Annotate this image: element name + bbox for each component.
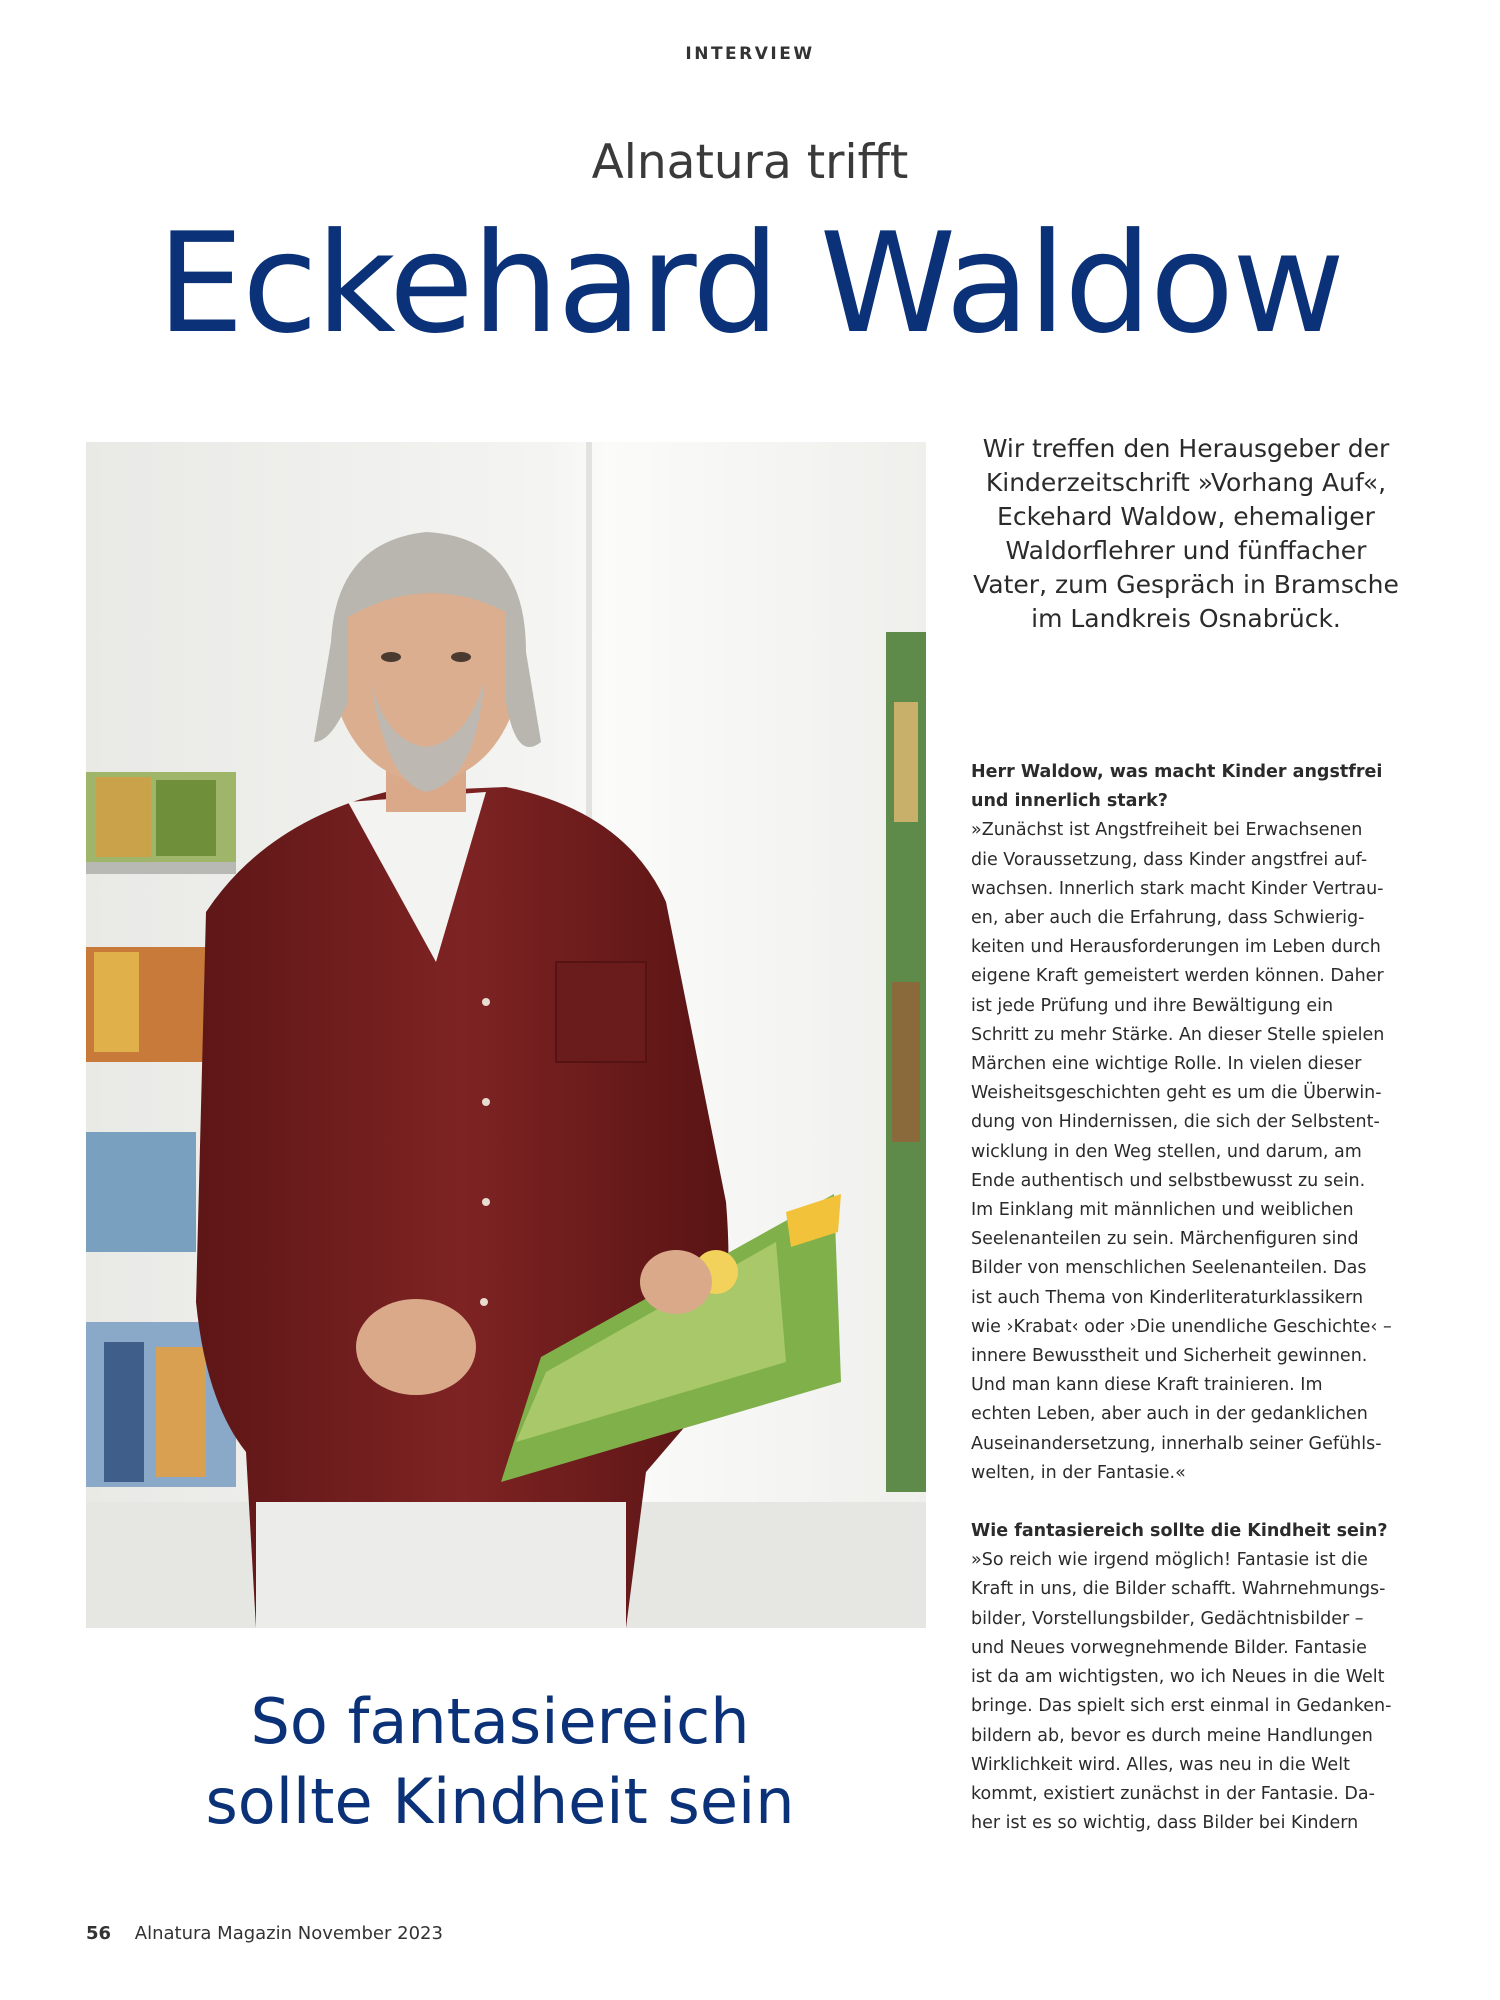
answer-line: Ende authentisch und selbstbewusst zu sein. bbox=[971, 1170, 1366, 1191]
answer-2 bbox=[971, 1546, 1431, 1838]
answer-line: Märchen eine wichtige Rolle. In vielen dieser bbox=[971, 1054, 1362, 1075]
answer-line: dung von Hindernissen, die sich der Selbstent- bbox=[971, 1112, 1380, 1133]
section-label: INTERVIEW bbox=[685, 44, 815, 64]
answer-line: bilder, Vorstellungsbilder, Gedächtnisbilder – bbox=[971, 1608, 1364, 1629]
interview-body bbox=[971, 758, 1431, 1838]
pull-quote bbox=[130, 1682, 870, 1842]
intro-line: Eckehard Waldow, ehemaliger bbox=[997, 502, 1375, 531]
answer-line: Und man kann diese Kraft trainieren. Im bbox=[971, 1375, 1323, 1396]
answer-line: wie ›Krabat‹ oder ›Die unendliche Geschichte‹ – bbox=[971, 1316, 1392, 1337]
answer-line: Kraft in uns, die Bilder schafft. Wahrnehmungs- bbox=[971, 1579, 1386, 1600]
answer-line: wachsen. Innerlich stark macht Kinder Vertrau- bbox=[971, 878, 1384, 899]
answer-line: und Neues vorwegnehmende Bilder. Fantasie bbox=[971, 1637, 1367, 1658]
answer-line: eigene Kraft gemeistert werden können. Daher bbox=[971, 966, 1384, 987]
answer-line: echten Leben, aber auch in der gedanklichen bbox=[971, 1404, 1368, 1425]
pull-quote-line: sollte Kindheit sein bbox=[205, 1765, 795, 1838]
answer-line: innere Bewusstheit und Sicherheit gewinnen. bbox=[971, 1346, 1368, 1367]
answer-line: bildern ab, bevor es durch meine Handlungen bbox=[971, 1725, 1373, 1746]
answer-1 bbox=[971, 816, 1431, 1488]
pull-quote-line: So fantasiereich bbox=[250, 1685, 750, 1758]
answer-line: ist auch Thema von Kinderliteraturklassikern bbox=[971, 1287, 1364, 1308]
paragraph-gap bbox=[971, 1488, 1431, 1517]
question-2 bbox=[971, 1517, 1431, 1546]
answer-line: Weisheitsgeschichten geht es um die Überwin- bbox=[971, 1083, 1382, 1104]
answer-line: welten, in der Fantasie.« bbox=[971, 1462, 1186, 1483]
answer-line: en, aber auch die Erfahrung, dass Schwierig- bbox=[971, 908, 1365, 929]
answer-line: die Voraussetzung, dass Kinder angstfrei auf- bbox=[971, 849, 1368, 870]
page-number: 56 bbox=[86, 1923, 112, 1944]
page-footer bbox=[86, 1923, 443, 1944]
answer-line: kommt, existiert zunächst in der Fantasie. Da- bbox=[971, 1783, 1375, 1804]
publication-name: Alnatura Magazin November 2023 bbox=[134, 1923, 443, 1944]
answer-line: her ist es so wichtig, dass Bilder bei Kindern bbox=[971, 1813, 1359, 1834]
question-line: Wie fantasiereich sollte die Kindheit sein? bbox=[971, 1521, 1388, 1542]
intro-line: im Landkreis Osnabrück. bbox=[1031, 604, 1341, 633]
intro-line: Wir treffen den Herausgeber der bbox=[982, 434, 1390, 463]
answer-line: Wirklichkeit wird. Alles, was neu in die Welt bbox=[971, 1754, 1350, 1775]
headline: Eckehard Waldow bbox=[156, 203, 1344, 364]
intro-text bbox=[948, 432, 1424, 636]
portrait-photo bbox=[86, 442, 926, 1628]
answer-line: Bilder von menschlichen Seelenanteilen. Das bbox=[971, 1258, 1367, 1279]
answer-line: keiten und Herausforderungen im Leben durch bbox=[971, 937, 1381, 958]
answer-line: »So reich wie irgend möglich! Fantasie ist die bbox=[971, 1550, 1368, 1571]
answer-line: Schritt zu mehr Stärke. An dieser Stelle spielen bbox=[971, 1024, 1385, 1045]
answer-line: ist jede Prüfung und ihre Bewältigung ein bbox=[971, 995, 1334, 1016]
answer-line: Im Einklang mit männlichen und weiblichen bbox=[971, 1200, 1354, 1221]
answer-line: bringe. Das spielt sich erst einmal in Gedanken- bbox=[971, 1696, 1392, 1717]
answer-line: Auseinandersetzung, innerhalb seiner Gefühls- bbox=[971, 1433, 1382, 1454]
answer-line: ist da am wichtigsten, wo ich Neues in die Welt bbox=[971, 1667, 1385, 1688]
answer-line: wicklung in den Weg stellen, und darum, am bbox=[971, 1141, 1362, 1162]
intro-line: Vater, zum Gespräch in Bramsche bbox=[973, 570, 1399, 599]
answer-line: »Zunächst ist Angstfreiheit bei Erwachsenen bbox=[971, 820, 1363, 841]
question-line: und innerlich stark? bbox=[971, 791, 1168, 812]
answer-line: Seelenanteilen zu sein. Märchenfiguren sind bbox=[971, 1229, 1359, 1250]
question-1 bbox=[971, 758, 1431, 816]
intro-line: Kinderzeitschrift »Vorhang Auf«, bbox=[985, 468, 1387, 497]
kicker: Alnatura trifft bbox=[591, 135, 909, 190]
intro-line: Waldorflehrer und fünffacher bbox=[1005, 536, 1367, 565]
question-line: Herr Waldow, was macht Kinder angstfrei bbox=[971, 762, 1383, 782]
